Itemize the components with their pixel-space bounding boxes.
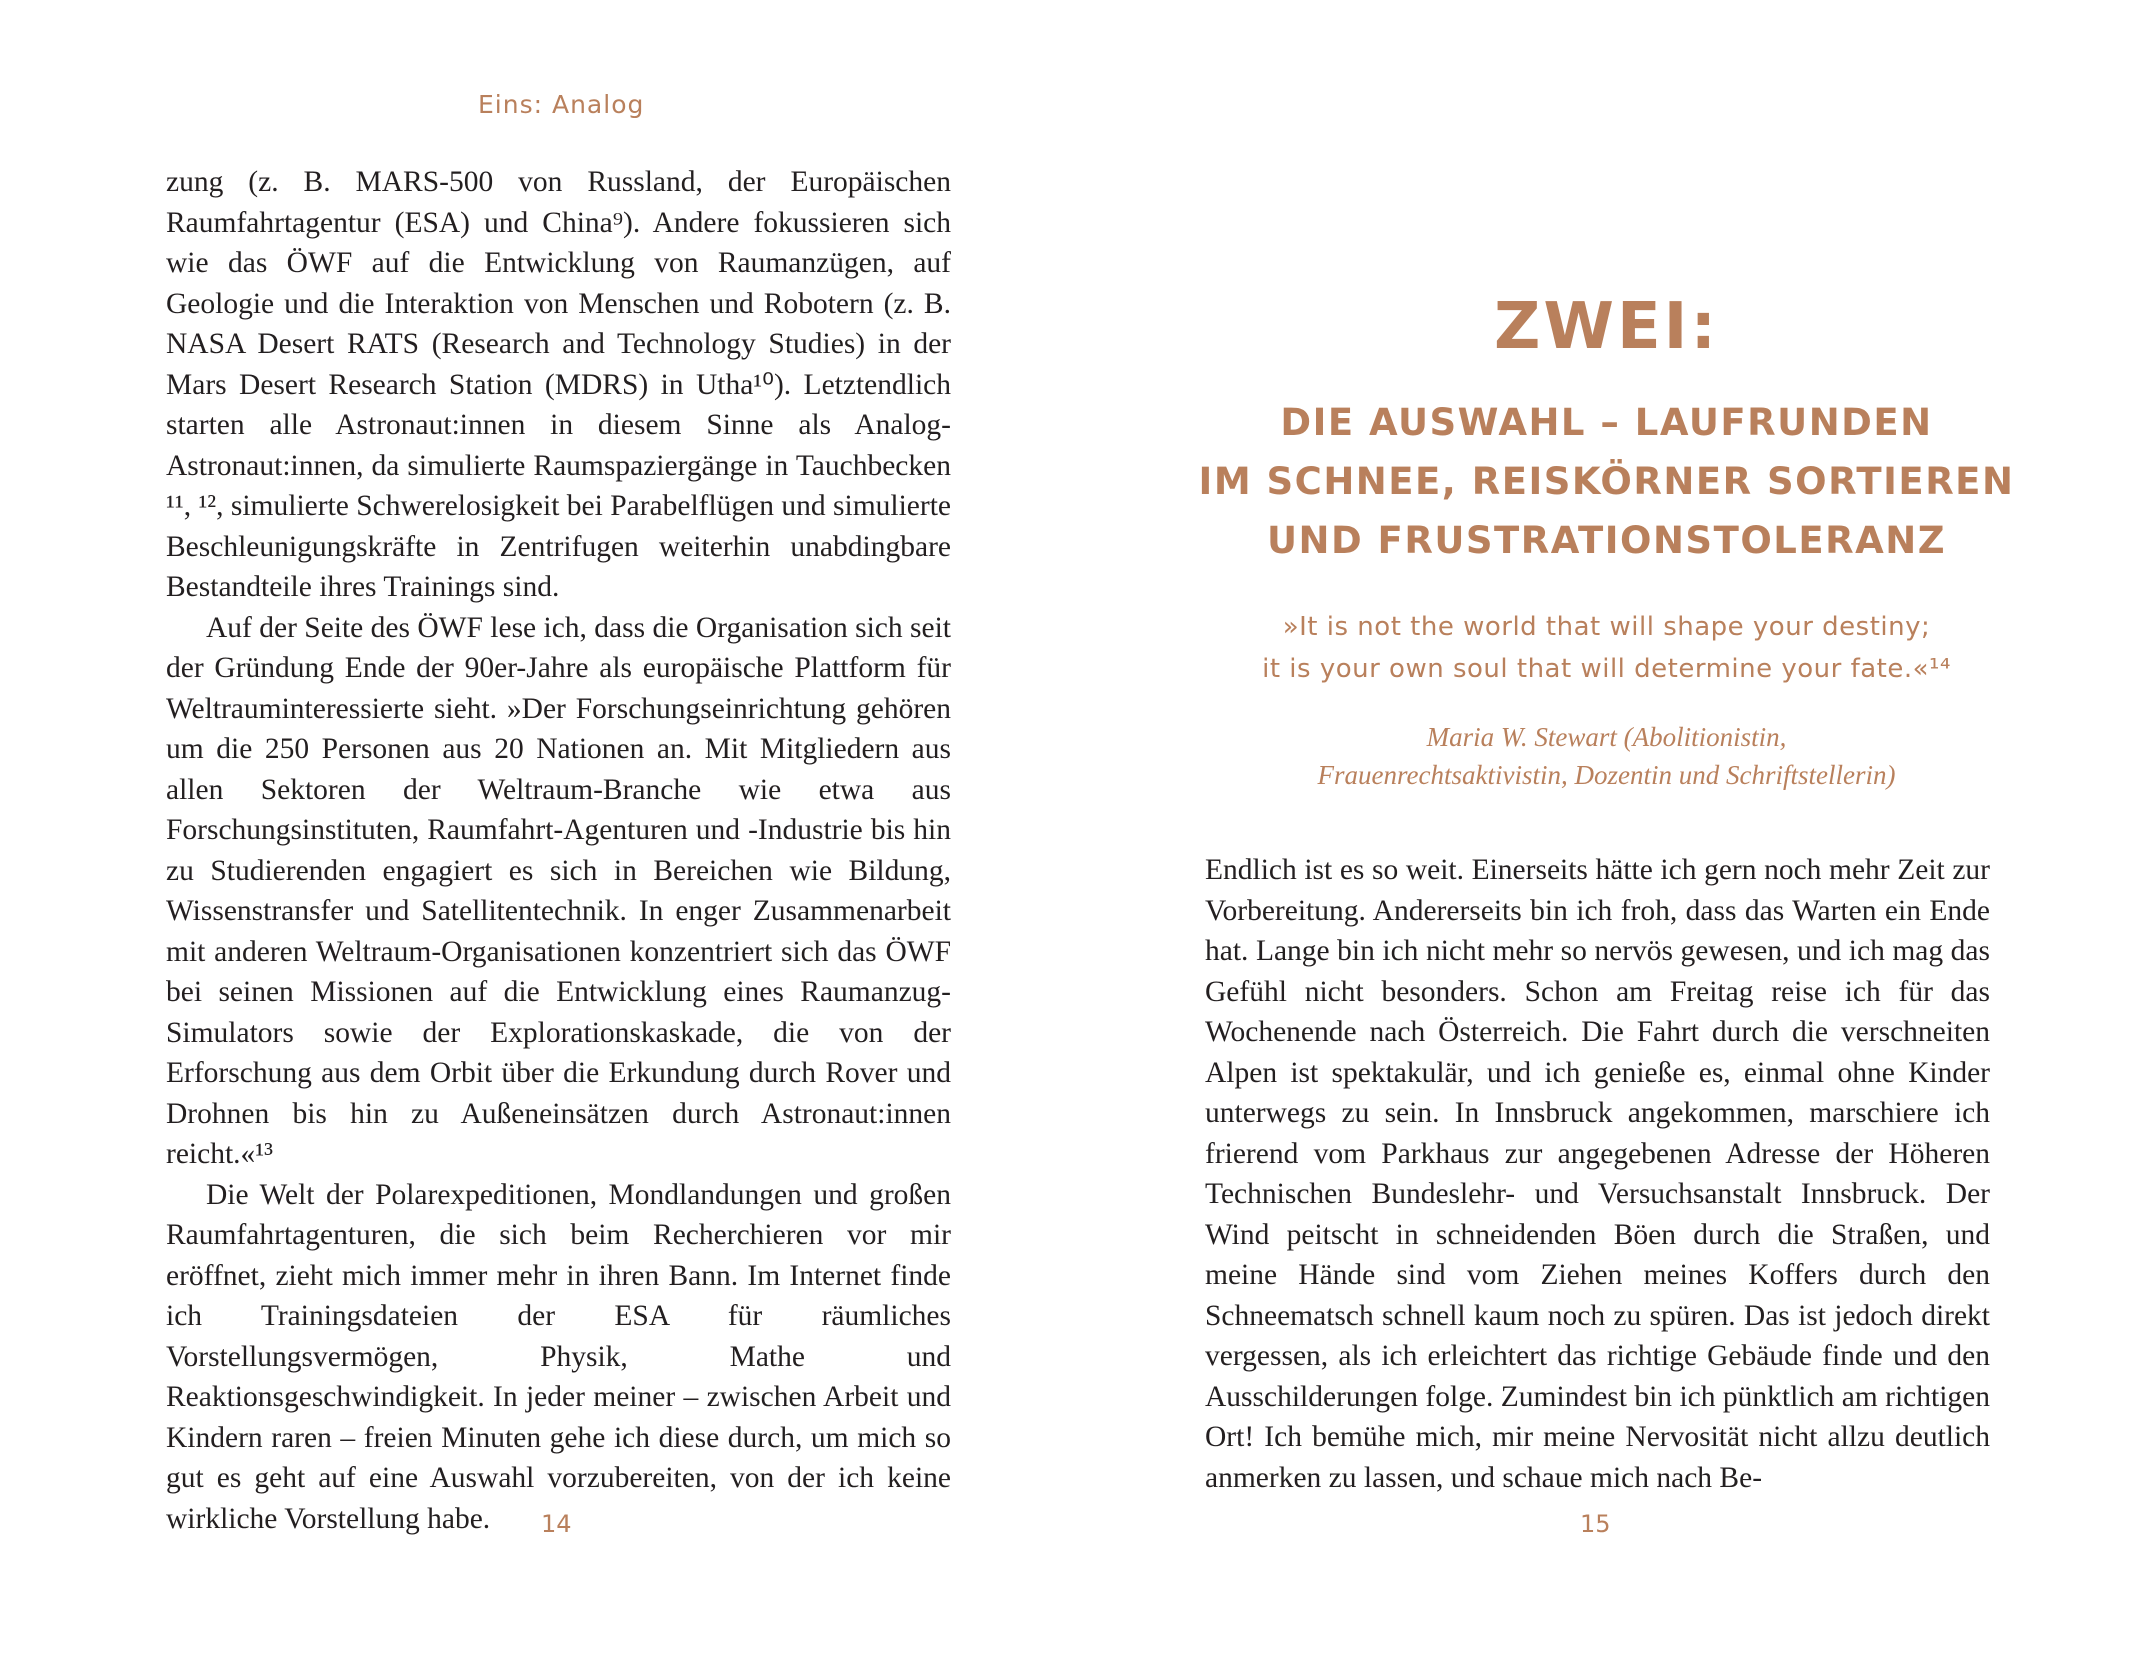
chapter-title-line: UND FRUSTRATIONSTOLERANZ (1266, 519, 1947, 562)
paragraph: Auf der Seite des ÖWF lese ich, dass die Organisation sich seit der Gründung Ende der 90er-Jahre als europäische Plattform für Weltrauminteressierte sieht. »Der Forschungseinrichtung gehören um die 250 Personen aus 20 Nationen an. Mit Mitgliedern aus allen Sektoren der Weltraum-Branche wie etwa aus Forschungsinstituten, Raumfahrt-Agenturen und -Industrie bis hin zu Studierenden engagiert es sich in Bereichen wie Bildung, Wissenstransfer und Satellitentechnik. In enger Zusammenarbeit mit anderen Weltraum-Organisationen konzentriert sich das ÖWF bei seinen Missionen auf die Entwicklung eines Raumanzug-Simulators sowie der Explorationskaskade, die von der Erforschung aus dem Orbit über die Erkundung durch Rover und Drohnen bis hin zu Außeneinsätzen durch Astronaut:innen reicht.«¹³ (166, 611, 951, 1170)
epigraph (1071, 606, 2142, 690)
chapter-title (1071, 393, 2142, 570)
attribution-line: Frauenrechtsaktivistin, Dozentin und Schriftstellerin) (1317, 760, 1896, 790)
paragraph: Die Welt der Polarexpeditionen, Mondlandungen und großen Raumfahrtagenturen, die sich beim Recherchieren vor mir eröffnet, zieht mich immer mehr in ihren Bann. Im Internet finde ich Trainingsdateien der ESA für räumliches Vorstellungsvermögen, Physik, Mathe und Reaktionsgeschwindigkeit. In jeder meiner – zwischen Arbeit und Kindern raren – freien Minuten gehe ich diese durch, um mich so gut es geht auf eine Auswahl vorzubereiten, von der ich keine wirkliche Vorstellung habe. (166, 1178, 951, 1535)
chapter-number: ZWEI: (1493, 290, 1720, 364)
paragraph: Endlich ist es so weit. Einerseits hätte ich gern noch mehr Zeit zur Vorbereitung. Andererseits bin ich froh, dass das Warten ein Ende hat. Lange bin ich nicht mehr so nervös gewesen, und ich mag das Gefühl nicht besonders. Schon am Freitag reise ich für das Wochenende nach Österreich. Die Fahrt durch die verschneiten Alpen ist spektakulär, und ich genieße es, einmal ohne Kinder unterwegs zu sein. In Innsbruck angekommen, marschiere ich frierend vom Parkhaus zur angegebenen Adresse der Höheren Technischen Bundeslehr- und Versuchsanstalt Innsbruck. Der Wind peitscht in schneidenden Böen durch die Straßen, und meine Hände sind vom Ziehen meines Koffers durch den Schneematsch schnell kaum noch zu spüren. Das ist jedoch direkt vergessen, als ich erleichtert das richtige Gebäude finde und den Ausschilderungen folge. Zumindest bin ich pünktlich am richtigen Ort! Ich bemühe mich, mir meine Nervosität nicht allzu deutlich anmerken zu lassen, und schaue mich nach Be- (1205, 854, 1990, 1494)
chapter-title-line: DIE AUSWAHL – LAUFRUNDEN (1280, 401, 1933, 444)
right-page (1071, 0, 2142, 1654)
attribution-line: Maria W. Stewart (Abolitionistin, (1426, 722, 1787, 752)
chapter-title-line: IM SCHNEE, REISKÖRNER SORTIEREN (1198, 460, 2015, 503)
page-number: 15 (1580, 1510, 1611, 1538)
epigraph-line: »It is not the world that will shape your destiny; (1282, 612, 1931, 642)
right-body-text (1205, 850, 1990, 1498)
running-head: Eins: Analog (478, 90, 645, 119)
page-number: 14 (541, 1510, 572, 1538)
epigraph-attribution (1071, 718, 2142, 794)
paragraph: zung (z. B. MARS-500 von Russland, der Europäischen Raumfahrtagentur (ESA) und China⁹). Andere fokussieren sich wie das ÖWF auf die Entwicklung von Raumanzügen, auf Geologie und die Interaktion von Menschen und Robotern (z. B. NASA Desert RATS (Research and Technology Studies) in der Mars Desert Research Station (MDRS) in Utha¹⁰). Letztendlich starten alle Astronaut:innen in diesem Sinne als Analog-Astronaut:innen, da simulierte Raumspaziergänge in Tauchbecken ¹¹, ¹², simulierte Schwerelosigkeit bei Parabelflügen und simulierte Beschleunigungskräfte in Zentrifugen weiterhin unabdingbare Bestandteile ihres Trainings sind. (166, 166, 951, 603)
left-body-text (166, 162, 951, 1539)
epigraph-line: it is your own soul that will determine your fate.«¹⁴ (1262, 654, 1951, 684)
